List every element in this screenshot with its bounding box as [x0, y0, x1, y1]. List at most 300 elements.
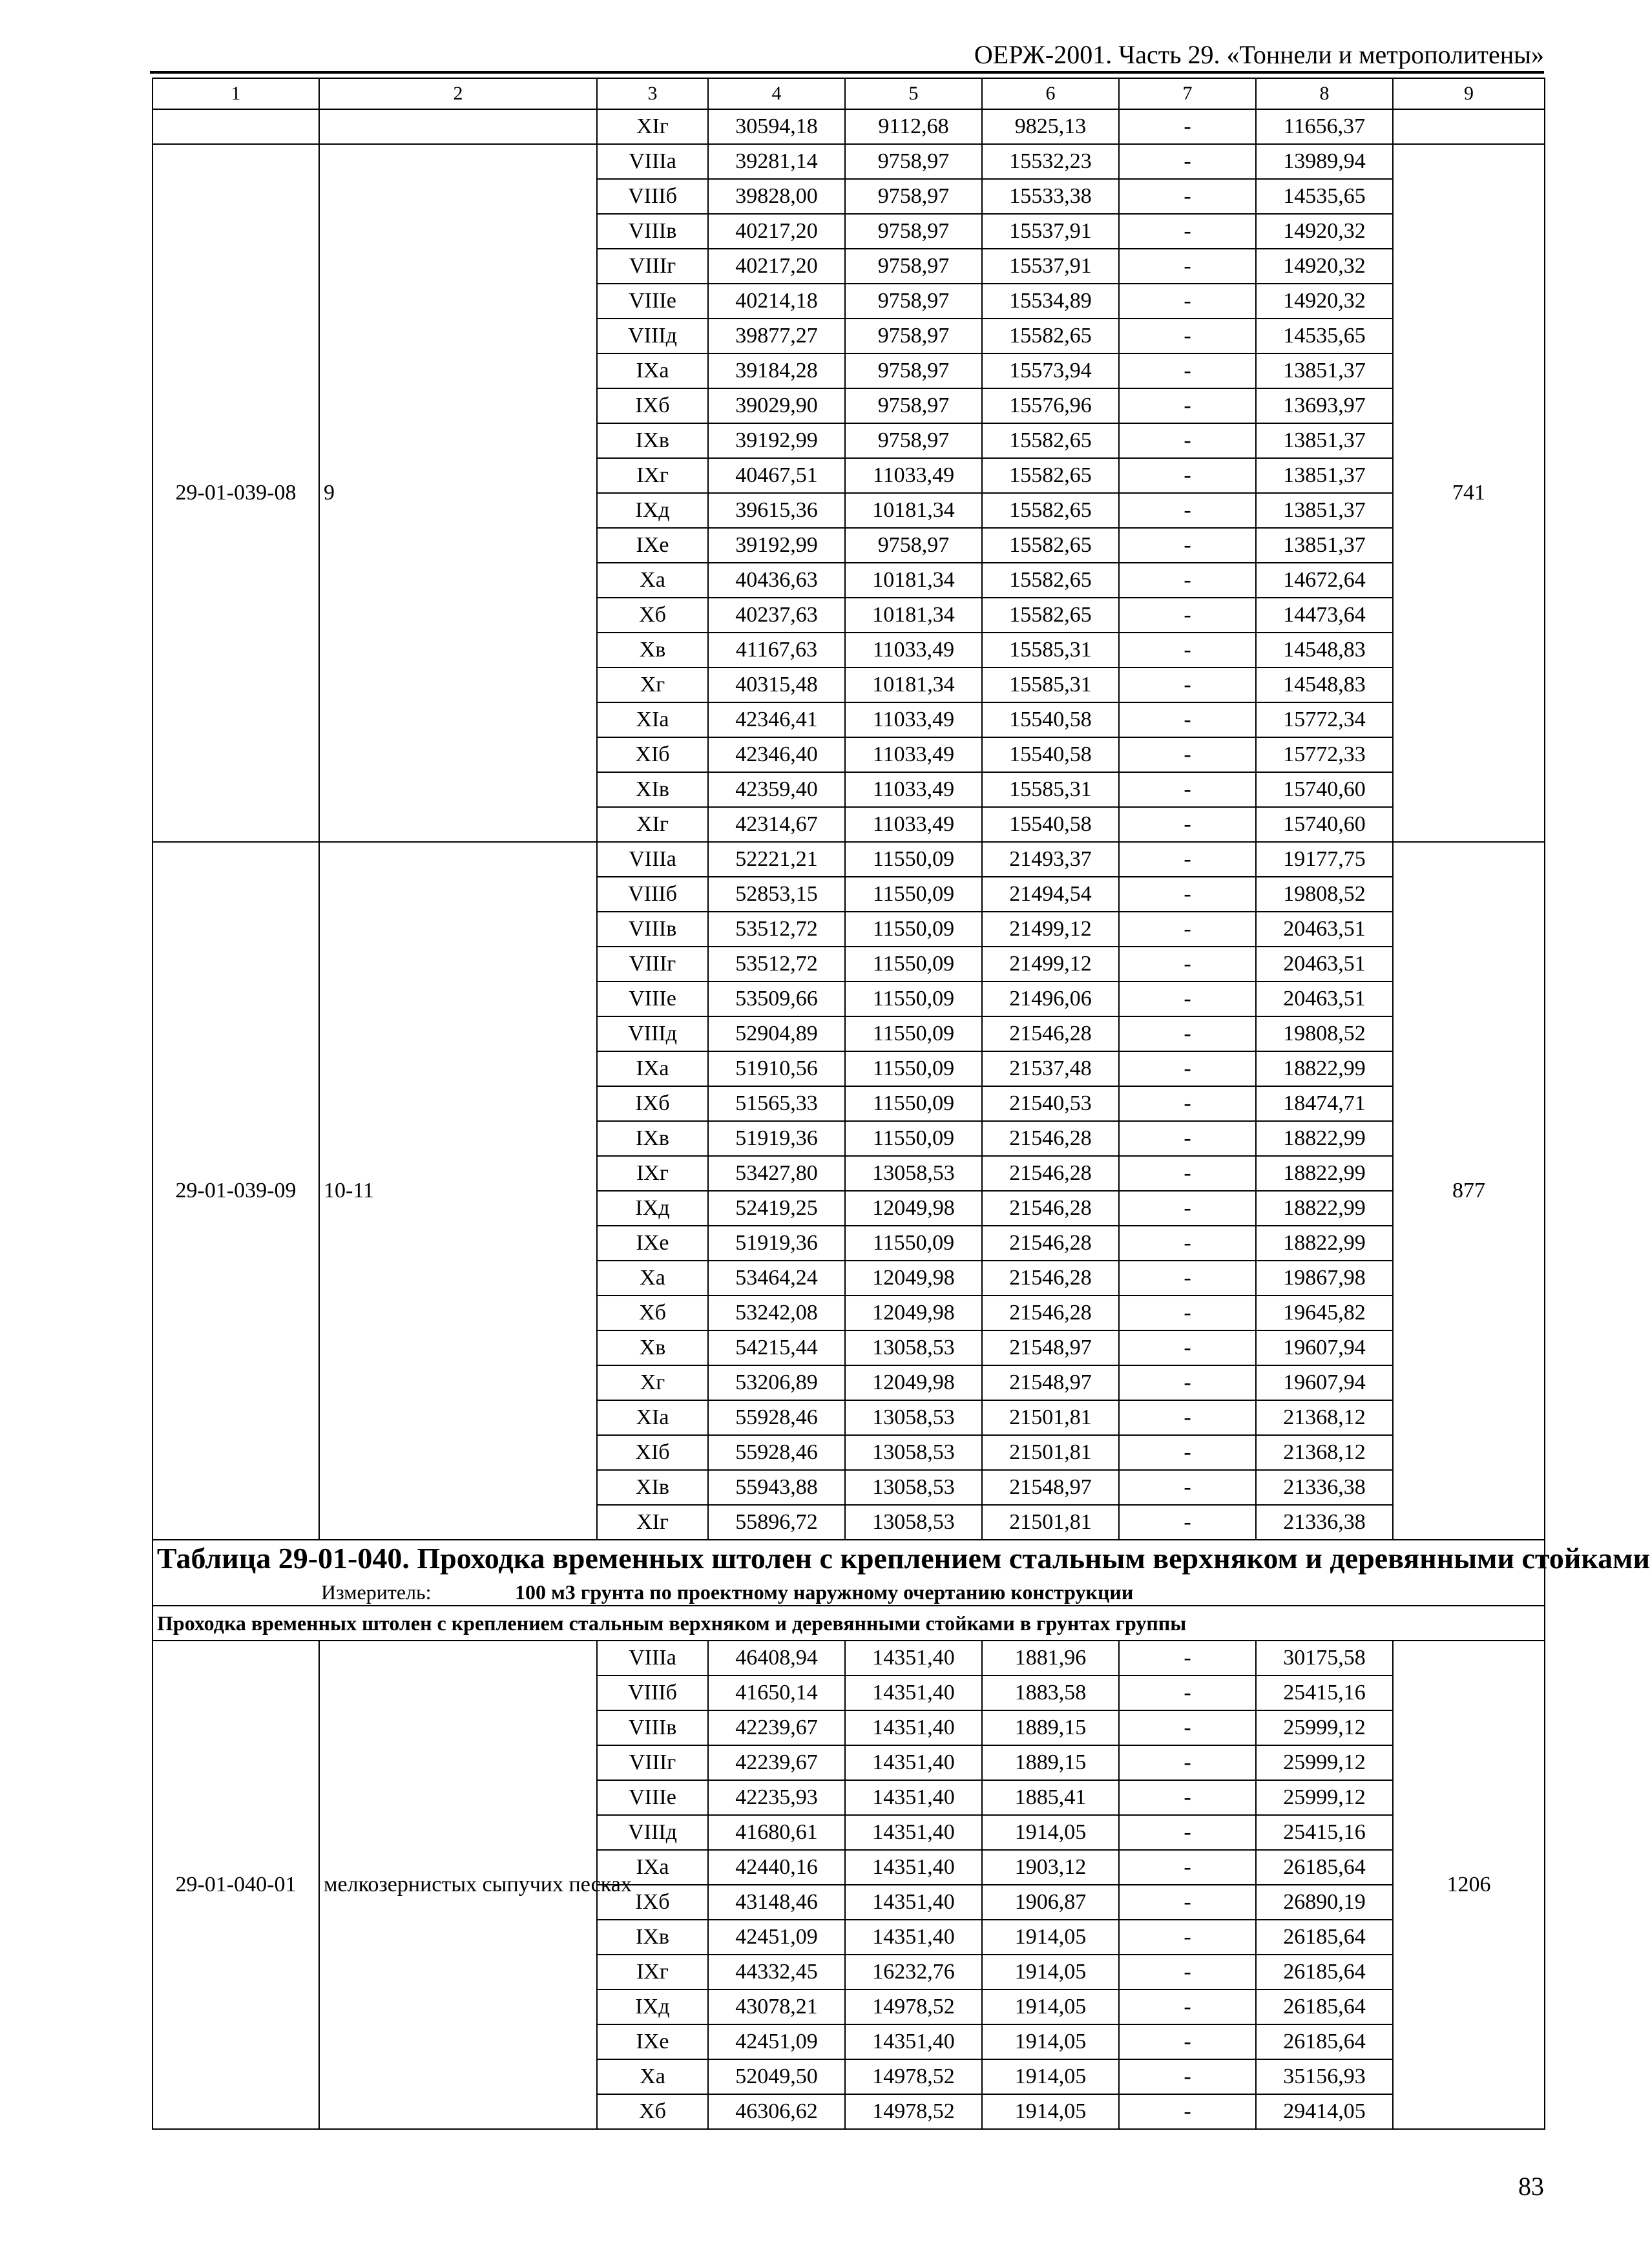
- grade-cell: IXе: [597, 528, 708, 563]
- grade-cell: IXе: [597, 1226, 708, 1261]
- table-row: [152, 842, 1545, 877]
- value-cell: 9758,97: [845, 179, 982, 214]
- value-cell: 12049,98: [845, 1365, 982, 1400]
- value-cell: 39184,28: [708, 353, 845, 388]
- value-cell: 25415,16: [1256, 1675, 1393, 1710]
- value-cell: 20463,51: [1256, 982, 1393, 1016]
- value-cell: -: [1119, 319, 1256, 353]
- value-cell: -: [1119, 1850, 1256, 1885]
- grade-cell: IXе: [597, 2024, 708, 2059]
- value-cell: 21501,81: [982, 1435, 1119, 1470]
- value-cell: 15772,34: [1256, 702, 1393, 737]
- grade-cell: XIб: [597, 1435, 708, 1470]
- value-cell: -: [1119, 528, 1256, 563]
- value-cell: 40217,20: [708, 249, 845, 284]
- value-cell: 21546,28: [982, 1121, 1119, 1156]
- value-cell: -: [1119, 1641, 1256, 1675]
- value-cell: 14351,40: [845, 1815, 982, 1850]
- value-cell: 14920,32: [1256, 249, 1393, 284]
- value-cell: 14351,40: [845, 1885, 982, 1920]
- value-cell: -: [1119, 1226, 1256, 1261]
- value-cell: 52904,89: [708, 1016, 845, 1051]
- value-cell: 21501,81: [982, 1505, 1119, 1540]
- value-cell: 25999,12: [1256, 1780, 1393, 1815]
- grade-cell: XIа: [597, 1400, 708, 1435]
- value-cell: 14351,40: [845, 1780, 982, 1815]
- measure-value: 100 м3 грунта по проектному наружному очертанию конструкции: [515, 1580, 1134, 1604]
- grade-cell: XIв: [597, 1470, 708, 1505]
- value-cell: 11033,49: [845, 772, 982, 807]
- value-cell: 9758,97: [845, 249, 982, 284]
- value-cell: -: [1119, 1330, 1256, 1365]
- value-cell: 9758,97: [845, 528, 982, 563]
- value-cell: 15540,58: [982, 737, 1119, 772]
- measure-label: Измеритель:: [321, 1580, 432, 1604]
- value-cell: 40436,63: [708, 563, 845, 598]
- code-cell: [152, 109, 319, 144]
- value-cell: 21546,28: [982, 1016, 1119, 1051]
- value-cell: -: [1119, 353, 1256, 388]
- grade-cell: IXа: [597, 1850, 708, 1885]
- value-cell: -: [1119, 493, 1256, 528]
- value-cell: 18822,99: [1256, 1191, 1393, 1226]
- value-cell: 14672,64: [1256, 563, 1393, 598]
- value-cell: 39281,14: [708, 144, 845, 179]
- value-cell: 41167,63: [708, 633, 845, 667]
- value-cell: 19867,98: [1256, 1261, 1393, 1296]
- value-cell: -: [1119, 1435, 1256, 1470]
- value-cell: 14920,32: [1256, 284, 1393, 319]
- value-cell: 42235,93: [708, 1780, 845, 1815]
- value-cell: -: [1119, 423, 1256, 458]
- value-cell: -: [1119, 1675, 1256, 1710]
- value-cell: 39029,90: [708, 388, 845, 423]
- grade-cell: XIб: [597, 737, 708, 772]
- value-cell: 14535,65: [1256, 179, 1393, 214]
- extra-cell: 877: [1393, 842, 1545, 1540]
- grade-cell: IXд: [597, 1191, 708, 1226]
- value-cell: 18822,99: [1256, 1226, 1393, 1261]
- value-cell: -: [1119, 1051, 1256, 1086]
- value-cell: 1914,05: [982, 2059, 1119, 2094]
- grade-cell: Xб: [597, 2094, 708, 2129]
- value-cell: 11550,09: [845, 982, 982, 1016]
- grade-cell: VIIIг: [597, 1745, 708, 1780]
- value-cell: 14978,52: [845, 1990, 982, 2024]
- value-cell: 21548,97: [982, 1365, 1119, 1400]
- value-cell: -: [1119, 982, 1256, 1016]
- value-cell: 11550,09: [845, 1086, 982, 1121]
- value-cell: 13058,53: [845, 1400, 982, 1435]
- value-cell: 21548,97: [982, 1470, 1119, 1505]
- value-cell: 53427,80: [708, 1156, 845, 1191]
- value-cell: 26185,64: [1256, 1920, 1393, 1955]
- value-cell: 14351,40: [845, 1675, 982, 1710]
- value-cell: 10181,34: [845, 563, 982, 598]
- value-cell: 26185,64: [1256, 1990, 1393, 2024]
- value-cell: 14978,52: [845, 2094, 982, 2129]
- value-cell: 21499,12: [982, 912, 1119, 947]
- value-cell: 15532,23: [982, 144, 1119, 179]
- value-cell: 55928,46: [708, 1400, 845, 1435]
- grade-cell: VIIIд: [597, 1815, 708, 1850]
- value-cell: 55928,46: [708, 1435, 845, 1470]
- value-cell: -: [1119, 458, 1256, 493]
- value-cell: 46408,94: [708, 1641, 845, 1675]
- value-cell: 21336,38: [1256, 1505, 1393, 1540]
- header-rule: [150, 71, 1544, 74]
- value-cell: 11033,49: [845, 807, 982, 842]
- value-cell: 21546,28: [982, 1191, 1119, 1226]
- grade-cell: Xб: [597, 598, 708, 633]
- value-cell: 42451,09: [708, 1920, 845, 1955]
- value-cell: 11033,49: [845, 633, 982, 667]
- value-cell: 1914,05: [982, 1990, 1119, 2024]
- value-cell: 21540,53: [982, 1086, 1119, 1121]
- value-cell: 14473,64: [1256, 598, 1393, 633]
- value-cell: 14351,40: [845, 2024, 982, 2059]
- value-cell: 51910,56: [708, 1051, 845, 1086]
- table-subtitle: Проходка временных штолен с креплением стальным верхняком и деревянными стойками в грунтах группы: [152, 1606, 1545, 1641]
- grade-cell: VIIIе: [597, 1780, 708, 1815]
- value-cell: 12049,98: [845, 1191, 982, 1226]
- grade-cell: IXг: [597, 1156, 708, 1191]
- value-cell: 15772,33: [1256, 737, 1393, 772]
- value-cell: 11033,49: [845, 458, 982, 493]
- grade-cell: VIIIв: [597, 912, 708, 947]
- value-cell: 13989,94: [1256, 144, 1393, 179]
- value-cell: 13058,53: [845, 1330, 982, 1365]
- value-cell: -: [1119, 388, 1256, 423]
- value-cell: -: [1119, 633, 1256, 667]
- value-cell: 18822,99: [1256, 1156, 1393, 1191]
- value-cell: 46306,62: [708, 2094, 845, 2129]
- grade-cell: IXб: [597, 1086, 708, 1121]
- value-cell: -: [1119, 1920, 1256, 1955]
- value-cell: 9758,97: [845, 353, 982, 388]
- value-cell: 13851,37: [1256, 423, 1393, 458]
- table-040-header: [152, 1540, 1650, 1641]
- value-cell: 21546,28: [982, 1226, 1119, 1261]
- column-header: 6: [982, 78, 1119, 109]
- value-cell: 1914,05: [982, 1920, 1119, 1955]
- value-cell: -: [1119, 737, 1256, 772]
- value-cell: -: [1119, 912, 1256, 947]
- price-table: [152, 78, 1650, 2130]
- value-cell: 51919,36: [708, 1121, 845, 1156]
- value-cell: -: [1119, 249, 1256, 284]
- grade-cell: XIг: [597, 109, 708, 144]
- value-cell: -: [1119, 1885, 1256, 1920]
- value-cell: 15534,89: [982, 284, 1119, 319]
- grade-cell: VIIIб: [597, 877, 708, 912]
- value-cell: 14351,40: [845, 1641, 982, 1675]
- value-cell: 21548,97: [982, 1330, 1119, 1365]
- value-cell: 14351,40: [845, 1710, 982, 1745]
- value-cell: -: [1119, 598, 1256, 633]
- value-cell: 1883,58: [982, 1675, 1119, 1710]
- value-cell: 14535,65: [1256, 319, 1393, 353]
- value-cell: -: [1119, 1261, 1256, 1296]
- value-cell: 9758,97: [845, 423, 982, 458]
- grade-cell: IXг: [597, 458, 708, 493]
- grade-cell: VIIIа: [597, 144, 708, 179]
- value-cell: 15740,60: [1256, 772, 1393, 807]
- value-cell: 29414,05: [1256, 2094, 1393, 2129]
- value-cell: 25415,16: [1256, 1815, 1393, 1850]
- value-cell: -: [1119, 2059, 1256, 2094]
- value-cell: 15582,65: [982, 423, 1119, 458]
- grade-cell: VIIIв: [597, 1710, 708, 1745]
- value-cell: -: [1119, 1191, 1256, 1226]
- value-cell: -: [1119, 109, 1256, 144]
- grade-cell: VIIIв: [597, 214, 708, 249]
- table-title-cell: [152, 1540, 1650, 1606]
- value-cell: 9758,97: [845, 319, 982, 353]
- value-cell: -: [1119, 667, 1256, 702]
- grade-cell: VIIIб: [597, 179, 708, 214]
- table-row: [152, 1641, 1545, 1675]
- value-cell: 42239,67: [708, 1745, 845, 1780]
- value-cell: 14351,40: [845, 1850, 982, 1885]
- value-cell: -: [1119, 1815, 1256, 1850]
- value-cell: 53242,08: [708, 1296, 845, 1330]
- value-cell: -: [1119, 1296, 1256, 1330]
- value-cell: 52853,15: [708, 877, 845, 912]
- value-cell: 51565,33: [708, 1086, 845, 1121]
- value-cell: -: [1119, 2024, 1256, 2059]
- value-cell: 14978,52: [845, 2059, 982, 2094]
- table-body: [152, 78, 1545, 1540]
- value-cell: -: [1119, 877, 1256, 912]
- value-cell: 14548,83: [1256, 667, 1393, 702]
- value-cell: 9758,97: [845, 284, 982, 319]
- value-cell: 43078,21: [708, 1990, 845, 2024]
- value-cell: 21368,12: [1256, 1400, 1393, 1435]
- grade-cell: Xг: [597, 1365, 708, 1400]
- value-cell: 40315,48: [708, 667, 845, 702]
- value-cell: -: [1119, 1710, 1256, 1745]
- value-cell: 11550,09: [845, 842, 982, 877]
- value-cell: 15540,58: [982, 807, 1119, 842]
- grade-cell: IXб: [597, 388, 708, 423]
- value-cell: 18822,99: [1256, 1051, 1393, 1086]
- grade-cell: VIIIд: [597, 1016, 708, 1051]
- value-cell: -: [1119, 1121, 1256, 1156]
- grade-cell: VIIIа: [597, 1641, 708, 1675]
- grade-cell: VIIIб: [597, 1675, 708, 1710]
- value-cell: 30175,58: [1256, 1641, 1393, 1675]
- value-cell: 53206,89: [708, 1365, 845, 1400]
- value-cell: 15585,31: [982, 633, 1119, 667]
- grade-cell: Xг: [597, 667, 708, 702]
- grade-cell: Xа: [597, 563, 708, 598]
- value-cell: -: [1119, 1505, 1256, 1540]
- value-cell: 1906,87: [982, 1885, 1119, 1920]
- value-cell: 13693,97: [1256, 388, 1393, 423]
- value-cell: 9758,97: [845, 388, 982, 423]
- value-cell: 53512,72: [708, 912, 845, 947]
- value-cell: 13851,37: [1256, 353, 1393, 388]
- value-cell: 14351,40: [845, 1920, 982, 1955]
- value-cell: 1914,05: [982, 1815, 1119, 1850]
- value-cell: 9758,97: [845, 214, 982, 249]
- value-cell: 26890,19: [1256, 1885, 1393, 1920]
- page-number: 83: [1518, 2172, 1544, 2201]
- value-cell: -: [1119, 702, 1256, 737]
- value-cell: 19808,52: [1256, 877, 1393, 912]
- value-cell: -: [1119, 1470, 1256, 1505]
- column-header: 3: [597, 78, 708, 109]
- value-cell: 21496,06: [982, 982, 1119, 1016]
- table-row: [152, 144, 1545, 179]
- value-cell: -: [1119, 284, 1256, 319]
- value-cell: 19808,52: [1256, 1016, 1393, 1051]
- grade-cell: Xв: [597, 633, 708, 667]
- value-cell: 13058,53: [845, 1470, 982, 1505]
- value-cell: 14548,83: [1256, 633, 1393, 667]
- grade-cell: IXд: [597, 493, 708, 528]
- value-cell: 15582,65: [982, 493, 1119, 528]
- value-cell: 53509,66: [708, 982, 845, 1016]
- value-cell: 15573,94: [982, 353, 1119, 388]
- value-cell: -: [1119, 947, 1256, 982]
- value-cell: 52221,21: [708, 842, 845, 877]
- value-cell: 15585,31: [982, 667, 1119, 702]
- value-cell: 41650,14: [708, 1675, 845, 1710]
- value-cell: 53464,24: [708, 1261, 845, 1296]
- value-cell: 13851,37: [1256, 493, 1393, 528]
- value-cell: 15576,96: [982, 388, 1119, 423]
- value-cell: 25999,12: [1256, 1745, 1393, 1780]
- value-cell: 15582,65: [982, 319, 1119, 353]
- value-cell: 11550,09: [845, 947, 982, 982]
- value-cell: -: [1119, 563, 1256, 598]
- value-cell: 39877,27: [708, 319, 845, 353]
- value-cell: 51919,36: [708, 1226, 845, 1261]
- value-cell: -: [1119, 1156, 1256, 1191]
- value-cell: 14920,32: [1256, 214, 1393, 249]
- value-cell: 12049,98: [845, 1261, 982, 1296]
- value-cell: 30594,18: [708, 109, 845, 144]
- value-cell: 15740,60: [1256, 807, 1393, 842]
- column-header: 9: [1393, 78, 1545, 109]
- value-cell: 21537,48: [982, 1051, 1119, 1086]
- value-cell: 15537,91: [982, 214, 1119, 249]
- value-cell: 1881,96: [982, 1641, 1119, 1675]
- value-cell: 11550,09: [845, 877, 982, 912]
- value-cell: 42346,40: [708, 737, 845, 772]
- value-cell: 11550,09: [845, 1121, 982, 1156]
- grade-cell: IXд: [597, 1990, 708, 2024]
- value-cell: 19645,82: [1256, 1296, 1393, 1330]
- value-cell: 15540,58: [982, 702, 1119, 737]
- table-row: [152, 109, 1545, 144]
- page-header: ОЕРЖ-2001. Часть 29. «Тоннели и метрополитены»: [974, 40, 1544, 69]
- value-cell: 11656,37: [1256, 109, 1393, 144]
- grade-cell: VIIIг: [597, 947, 708, 982]
- value-cell: 39615,36: [708, 493, 845, 528]
- column-header: 2: [319, 78, 597, 109]
- value-cell: 1889,15: [982, 1745, 1119, 1780]
- value-cell: 18822,99: [1256, 1121, 1393, 1156]
- value-cell: 44332,45: [708, 1955, 845, 1990]
- column-header-row: [152, 78, 1545, 109]
- code-cell: 29-01-039-09: [152, 842, 319, 1540]
- value-cell: 40237,63: [708, 598, 845, 633]
- value-cell: 18474,71: [1256, 1086, 1393, 1121]
- value-cell: 41680,61: [708, 1815, 845, 1850]
- value-cell: 13058,53: [845, 1505, 982, 1540]
- table-040-body: [152, 1641, 1545, 2129]
- value-cell: 42346,41: [708, 702, 845, 737]
- code-cell: 29-01-039-08: [152, 144, 319, 842]
- value-cell: 40214,18: [708, 284, 845, 319]
- value-cell: 1885,41: [982, 1780, 1119, 1815]
- grade-cell: XIг: [597, 1505, 708, 1540]
- value-cell: 19607,94: [1256, 1330, 1393, 1365]
- grade-cell: XIг: [597, 807, 708, 842]
- measure-line: [157, 1579, 1540, 1605]
- value-cell: 11033,49: [845, 702, 982, 737]
- value-cell: 21336,38: [1256, 1470, 1393, 1505]
- column-header: 7: [1119, 78, 1256, 109]
- value-cell: 15533,38: [982, 179, 1119, 214]
- value-cell: -: [1119, 842, 1256, 877]
- grade-cell: VIIIа: [597, 842, 708, 877]
- value-cell: 13058,53: [845, 1156, 982, 1191]
- value-cell: 10181,34: [845, 667, 982, 702]
- value-cell: 21546,28: [982, 1156, 1119, 1191]
- value-cell: 42359,40: [708, 772, 845, 807]
- value-cell: 15537,91: [982, 249, 1119, 284]
- grade-cell: IXг: [597, 1955, 708, 1990]
- value-cell: 11550,09: [845, 1016, 982, 1051]
- extra-cell: [1393, 109, 1545, 144]
- value-cell: 19177,75: [1256, 842, 1393, 877]
- value-cell: -: [1119, 1016, 1256, 1051]
- value-cell: 11550,09: [845, 1051, 982, 1086]
- value-cell: 39828,00: [708, 179, 845, 214]
- value-cell: -: [1119, 1745, 1256, 1780]
- value-cell: -: [1119, 1365, 1256, 1400]
- grade-cell: Xб: [597, 1296, 708, 1330]
- grade-cell: Xа: [597, 1261, 708, 1296]
- grade-cell: VIIIе: [597, 284, 708, 319]
- value-cell: -: [1119, 1400, 1256, 1435]
- value-cell: 40467,51: [708, 458, 845, 493]
- value-cell: 1914,05: [982, 1955, 1119, 1990]
- value-cell: 20463,51: [1256, 947, 1393, 982]
- grade-cell: IXв: [597, 1121, 708, 1156]
- value-cell: -: [1119, 179, 1256, 214]
- value-cell: 21493,37: [982, 842, 1119, 877]
- value-cell: 1889,15: [982, 1710, 1119, 1745]
- value-cell: 21501,81: [982, 1400, 1119, 1435]
- value-cell: 39192,99: [708, 528, 845, 563]
- grade-cell: VIIIе: [597, 982, 708, 1016]
- value-cell: -: [1119, 772, 1256, 807]
- value-cell: 13058,53: [845, 1435, 982, 1470]
- extra-cell: 1206: [1393, 1641, 1545, 2129]
- value-cell: 13851,37: [1256, 528, 1393, 563]
- value-cell: 19607,94: [1256, 1365, 1393, 1400]
- value-cell: 13851,37: [1256, 458, 1393, 493]
- value-cell: 25999,12: [1256, 1710, 1393, 1745]
- value-cell: 1903,12: [982, 1850, 1119, 1885]
- value-cell: -: [1119, 214, 1256, 249]
- value-cell: 35156,93: [1256, 2059, 1393, 2094]
